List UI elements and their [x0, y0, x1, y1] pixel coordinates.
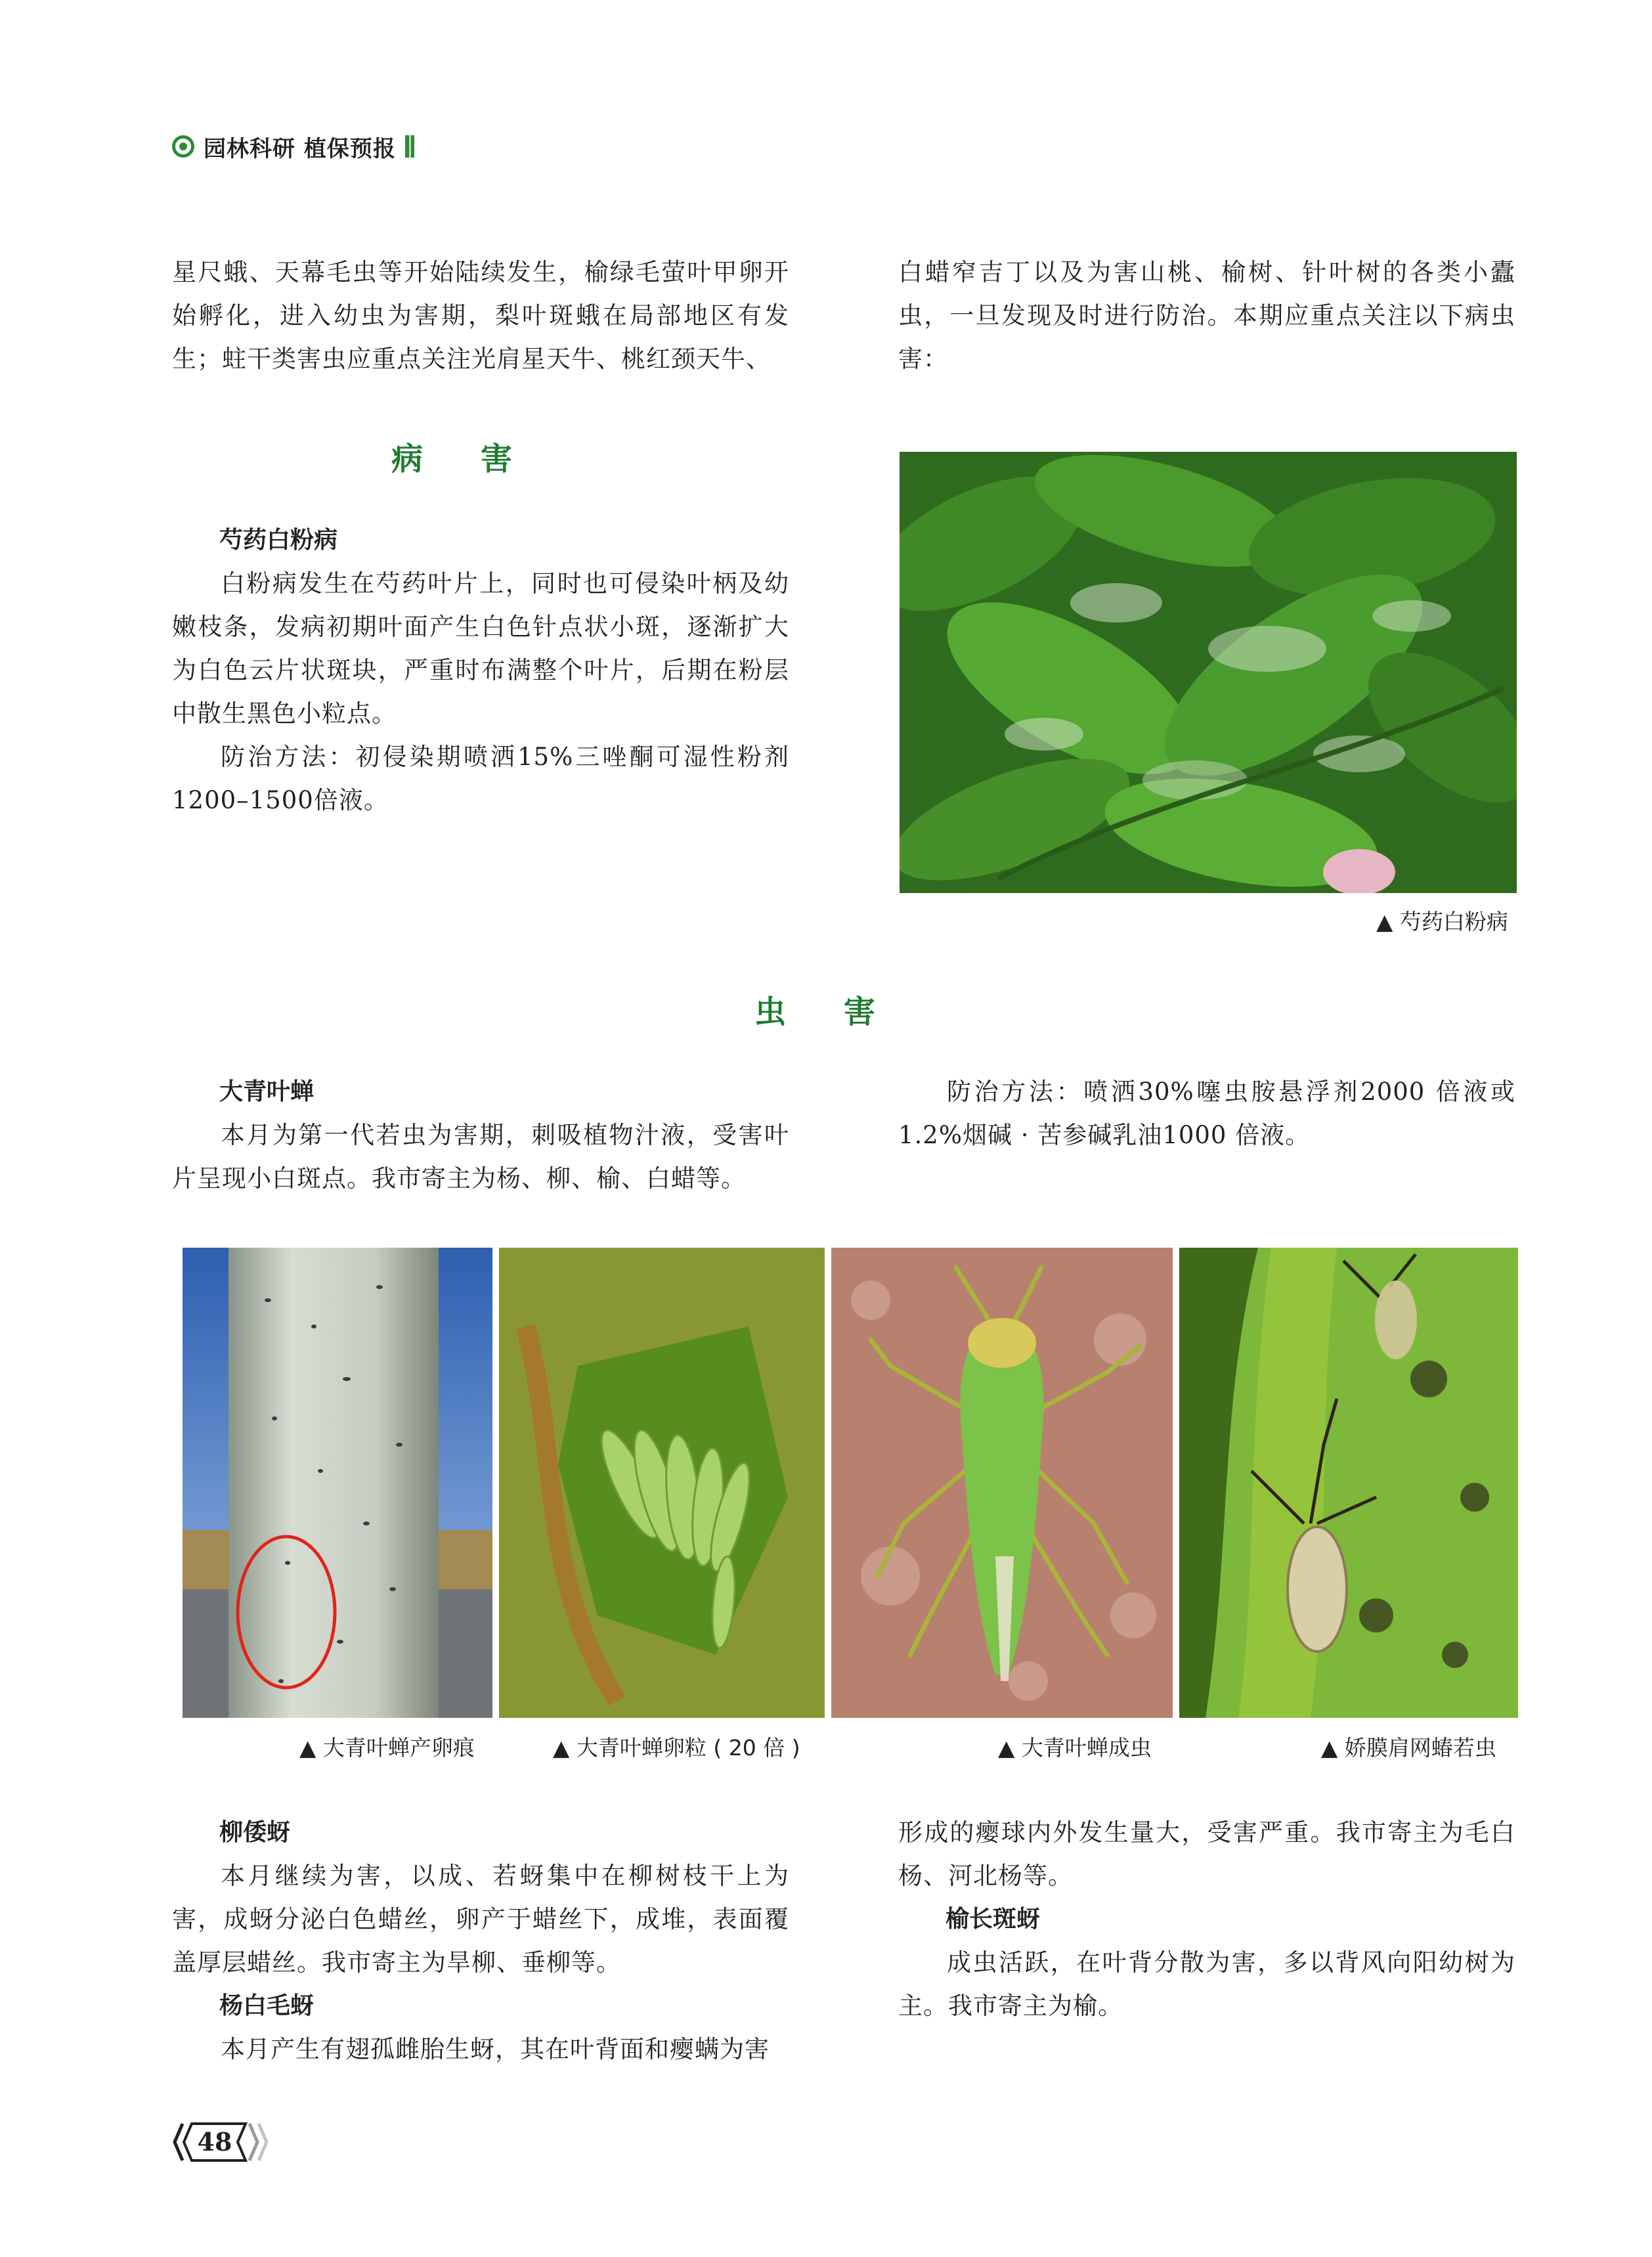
pest-item1-control: 防治方法：喷洒30%噻虫胺悬浮剂2000 倍液或1.2%烟碱 · 苦参碱乳油1000 倍液。 — [898, 1078, 1515, 1149]
page-number-badge — [172, 2121, 271, 2163]
pest-item3-description-continued: 形成的瘿球内外发生量大，受害严重。我市寄主为毛白杨、河北杨等。 — [898, 1818, 1515, 1890]
leafhopper-egg-scars-photo — [183, 1248, 492, 1718]
pest-section-title: 虫害 — [754, 994, 933, 1030]
disease-section-title: 病害 — [391, 441, 570, 477]
header-text: 园林科研 植保预报 — [204, 135, 396, 162]
pest-item2-title: 柳倭蚜 — [219, 1819, 291, 1846]
disease-item-description: 白粉病发生在芍药叶片上，同时也可侵染叶柄及幼嫩枝条，发病初期叶面产生白色针点状小斑，逐渐扩大为白色云片状斑块，严重时布满整个叶片，后期在粉层中散生黑色小粒点。 — [172, 569, 789, 728]
peony-photo-caption: ▲ 芍药白粉病 — [1376, 909, 1508, 934]
pest-item4-title: 榆长斑蚜 — [946, 1906, 1041, 1933]
header-bar-icon — [405, 135, 414, 158]
caption-lace-bug-nymph: ▲ 娇膜肩网蝽若虫 — [1321, 1735, 1496, 1761]
page-number: 48 — [197, 2127, 232, 2157]
pest-item2-description: 本月继续为害，以成、若蚜集中在柳树枝干上为害，成蚜分泌白色蜡丝，卵产于蜡丝下，成堆，表面覆盖厚层蜡丝。我市寄主为旱柳、垂柳等。 — [172, 1862, 789, 1977]
peony-powdery-mildew-photo — [900, 452, 1517, 893]
caption-adult: ▲ 大青叶蝉成虫 — [998, 1735, 1152, 1761]
leafhopper-eggs-photo — [499, 1248, 825, 1718]
caption-egg-scars: ▲ 大青叶蝉产卵痕 — [299, 1735, 475, 1761]
leafhopper-adult-photo — [831, 1248, 1173, 1718]
pest-item1-title: 大青叶蝉 — [219, 1078, 315, 1105]
circle-logo-icon — [172, 135, 194, 158]
pest-item4-description: 成虫活跃，在叶背分散为害，多以背风向阳幼树为主。我市寄主为榆。 — [898, 1948, 1515, 2020]
pest-right-column-bottom — [898, 1811, 1515, 2028]
intro-right: 白蜡窄吉丁以及为害山桃、榆树、针叶树的各类小蠹虫，一旦发现及时进行防治。本期应重点关注以下病虫害： — [898, 258, 1515, 373]
pest-left-column-top — [172, 1070, 789, 1200]
disease-item-control: 防治方法：初侵染期喷洒15%三唑酮可湿性粉剂1200–1500倍液。 — [172, 743, 789, 814]
disease-item-title: 芍药白粉病 — [219, 527, 338, 554]
disease-left-column — [172, 519, 789, 822]
pest-item3-description: 本月产生有翅孤雌胎生蚜，其在叶背面和瘿螨为害 — [221, 2035, 770, 2063]
caption-eggs: ▲ 大青叶蝉卵粒 ( 20 倍 ) — [553, 1735, 800, 1761]
lace-bug-nymph-photo — [1179, 1248, 1518, 1718]
pest-item1-description: 本月为第一代若虫为害期，刺吸植物汁液，受害叶片呈现小白斑点。我市寄主为杨、柳、榆、白蜡等。 — [172, 1121, 789, 1193]
pest-item3-title: 杨白毛蚜 — [219, 1992, 315, 2019]
pest-left-column-bottom — [172, 1811, 789, 2071]
intro-left: 星尺蛾、天幕毛虫等开始陆续发生，榆绿毛萤叶甲卵开始孵化，进入幼虫为害期，梨叶斑蛾在局部地区有发生；蛀干类害虫应重点关注光肩星天牛、桃红颈天牛、 — [172, 258, 789, 373]
running-header — [172, 131, 414, 162]
